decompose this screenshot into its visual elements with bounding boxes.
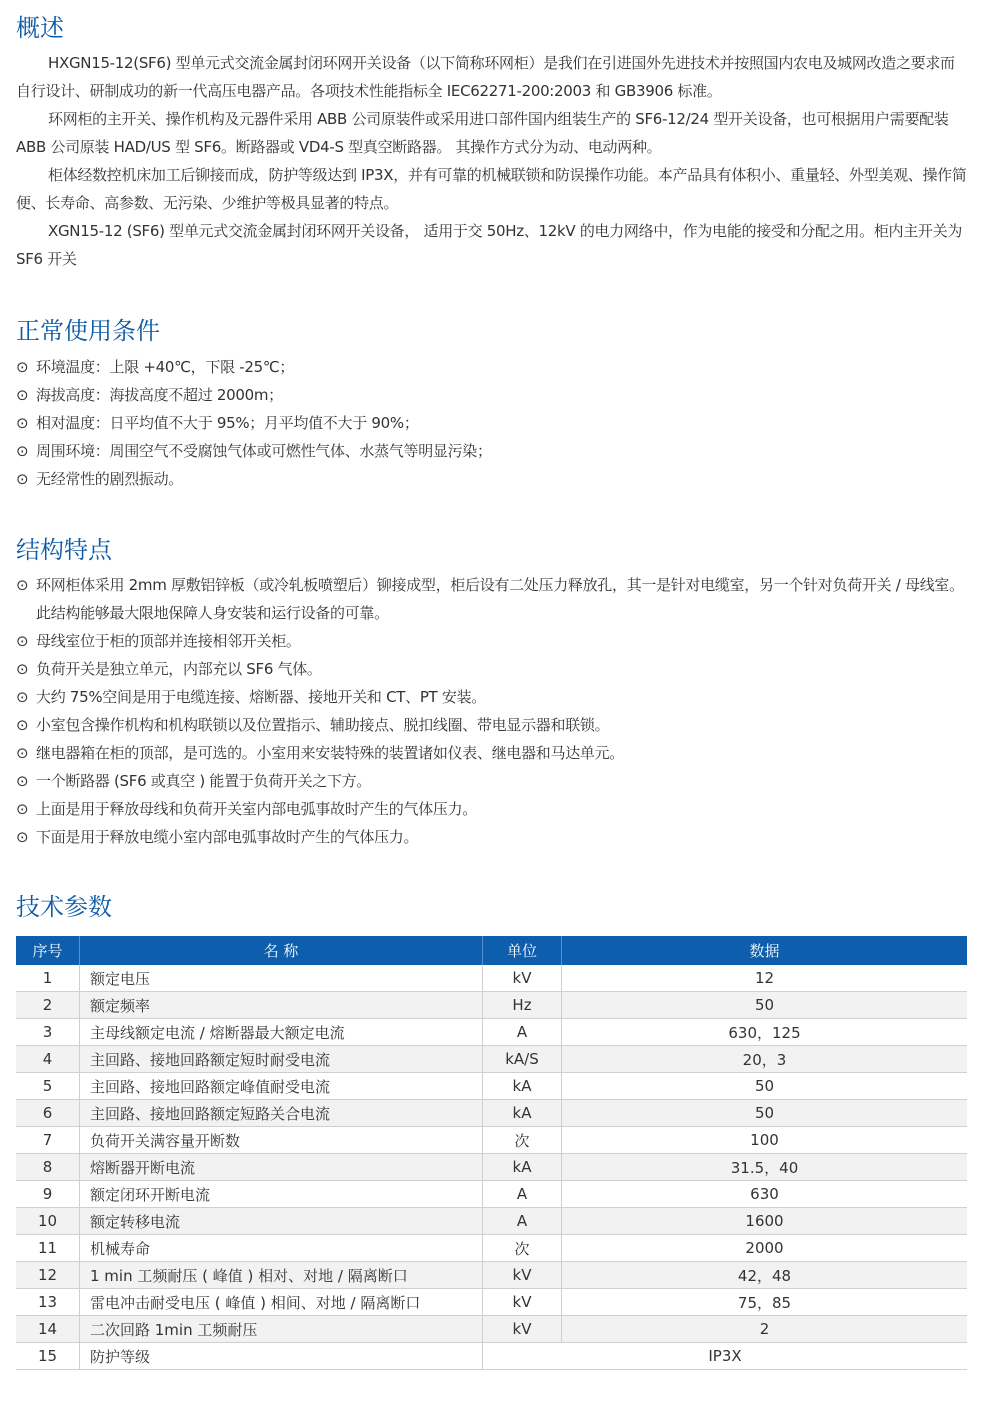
- cell-unit: 次: [483, 1127, 562, 1154]
- list-item: [16, 465, 968, 493]
- bullet-icon: ⊙: [16, 576, 29, 594]
- cell-unit: 次: [483, 1235, 562, 1262]
- cell-data: 1600: [562, 1208, 968, 1235]
- list-item-text: 母线室位于柜的顶部并连接相邻开关柜。: [36, 632, 301, 650]
- table-row: [16, 1208, 967, 1235]
- cell-no: 1: [16, 965, 80, 992]
- cell-no: 3: [16, 1019, 80, 1046]
- bullet-icon: ⊙: [16, 470, 29, 488]
- bullet-icon: ⊙: [16, 716, 29, 734]
- cell-name: 二次回路 1min 工频耐压: [80, 1316, 483, 1343]
- cell-name: 防护等级: [80, 1343, 483, 1370]
- cell-unit: A: [483, 1208, 562, 1235]
- bullet-icon: ⊙: [16, 828, 29, 846]
- cell-data: 50: [562, 992, 968, 1019]
- table-row: [16, 1100, 967, 1127]
- cell-unit: kA: [483, 1100, 562, 1127]
- table-row: [16, 1181, 967, 1208]
- cell-unit: kA: [483, 1073, 562, 1100]
- list-item: [16, 711, 968, 739]
- list-item: [16, 353, 968, 381]
- bullet-icon: ⊙: [16, 660, 29, 678]
- cell-no: 5: [16, 1073, 80, 1100]
- structure-heading: 结构特点: [16, 536, 112, 564]
- col-header-no: 序号: [16, 936, 80, 965]
- list-item-text: 海拔高度：海拔高度不超过 2000m；: [36, 386, 283, 404]
- cell-name: 主回路、接地回路额定峰值耐受电流: [80, 1073, 483, 1100]
- bullet-icon: ⊙: [16, 386, 29, 404]
- cell-unit: kV: [483, 1289, 562, 1316]
- cell-unit: kV: [483, 1262, 562, 1289]
- cell-no: 9: [16, 1181, 80, 1208]
- list-item-text: 环境温度：上限 +40℃，下限 -25℃；: [36, 358, 295, 376]
- list-item: [16, 823, 968, 851]
- list-item-text: 大约 75%空间是用于电缆连接、熔断器、接地开关和 CT、PT 安装。: [36, 688, 486, 706]
- cell-data: 2000: [562, 1235, 968, 1262]
- list-item: [16, 409, 968, 437]
- cell-data: 100: [562, 1127, 968, 1154]
- list-item-text: 上面是用于释放母线和负荷开关室内部电弧事故时产生的气体压力。: [36, 800, 478, 818]
- list-item: [16, 795, 968, 823]
- cell-no: 2: [16, 992, 80, 1019]
- list-item: [16, 739, 968, 767]
- overview-heading: 概述: [16, 14, 64, 42]
- cell-data: 50: [562, 1073, 968, 1100]
- overview-paragraph: HXGN15-12(SF6) 型单元式交流金属封闭环网开关设备（以下简称环网柜）是我们在引进国外先进技术并按照国内农电及城网改造之要求而自行设计、研制成功的新一代高压电器产品。各项技术性能指标全 IEC62271-200:2003 和 GB3906 标准。: [16, 54, 955, 100]
- bullet-icon: ⊙: [16, 632, 29, 650]
- cell-no: 14: [16, 1316, 80, 1343]
- cell-unit: A: [483, 1181, 562, 1208]
- list-item: [16, 655, 968, 683]
- cell-unit: kA/S: [483, 1046, 562, 1073]
- cell-unit: Hz: [483, 992, 562, 1019]
- overview-paragraph: XGN15-12 (SF6) 型单元式交流金属封闭环网开关设备， 适用于交 50Hz、12kV 的电力网络中，作为电能的接受和分配之用。柜内主开关为 SF6 开关: [16, 222, 963, 268]
- cell-data: 50: [562, 1100, 968, 1127]
- overview-text: [16, 49, 968, 273]
- cell-data: 42，48: [562, 1262, 968, 1289]
- cell-unit: kV: [483, 965, 562, 992]
- cell-data: 75，85: [562, 1289, 968, 1316]
- list-item-text: 下面是用于释放电缆小室内部电弧事故时产生的气体压力。: [36, 828, 419, 846]
- cell-no: 15: [16, 1343, 80, 1370]
- bullet-icon: ⊙: [16, 688, 29, 706]
- list-item: [16, 627, 968, 655]
- params-table: [16, 936, 967, 1370]
- cell-name: 主母线额定电流 / 熔断器最大额定电流: [80, 1019, 483, 1046]
- overview-paragraph: 环网柜的主开关、操作机构及元器件采用 ABB 公司原装件或采用进口部件国内组装生产的 SF6-12/24 型开关设备，也可根据用户需要配装 ABB 公司原装 HAD/US 型 SF6。断路器或 VD4-S 型真空断路器。 其操作方式分为动、电动两种。: [16, 110, 949, 156]
- bullet-icon: ⊙: [16, 772, 29, 790]
- cell-no: 4: [16, 1046, 80, 1073]
- cell-name: 主回路、接地回路额定短时耐受电流: [80, 1046, 483, 1073]
- list-item-text: 小室包含操作机构和机构联锁以及位置指示、辅助接点、脱扣线圈、带电显示器和联锁。: [36, 716, 610, 734]
- list-item-text: 无经常性的剧烈振动。: [36, 470, 184, 488]
- col-header-name: 名 称: [80, 936, 483, 965]
- table-row: [16, 1073, 967, 1100]
- cell-no: 7: [16, 1127, 80, 1154]
- cell-no: 10: [16, 1208, 80, 1235]
- cell-name: 额定电压: [80, 965, 483, 992]
- cell-name: 1 min 工频耐压 ( 峰值 ) 相对、对地 / 隔离断口: [80, 1262, 483, 1289]
- conditions-list: [16, 353, 968, 493]
- table-row: [16, 1262, 967, 1289]
- cell-no: 6: [16, 1100, 80, 1127]
- table-row: [16, 1343, 967, 1370]
- cell-name: 额定闭环开断电流: [80, 1181, 483, 1208]
- list-item-text: 周围环境：周围空气不受腐蚀气体或可燃性气体、水蒸气等明显污染；: [36, 442, 492, 460]
- list-item: [16, 767, 968, 795]
- cell-name: 负荷开关满容量开断数: [80, 1127, 483, 1154]
- cell-no: 11: [16, 1235, 80, 1262]
- params-heading: 技术参数: [16, 893, 112, 921]
- bullet-icon: ⊙: [16, 800, 29, 818]
- overview-paragraph: 柜体经数控机床加工后铆接而成，防护等级达到 IP3X，并有可靠的机械联锁和防误操作功能。本产品具有体积小、重量轻、外型美观、操作简便、长寿命、高参数、无污染、少维护等极具显著的特点。: [16, 166, 967, 212]
- table-row: [16, 965, 967, 992]
- list-item: [16, 571, 968, 627]
- bullet-icon: ⊙: [16, 744, 29, 762]
- list-item: [16, 683, 968, 711]
- cell-data: 630: [562, 1181, 968, 1208]
- cell-name: 额定频率: [80, 992, 483, 1019]
- cell-name: 熔断器开断电流: [80, 1154, 483, 1181]
- list-item-text: 继电器箱在柜的顶部，是可选的。小室用来安装特殊的装置诸如仪表、继电器和马达单元。: [36, 744, 625, 762]
- col-header-data: 数据: [562, 936, 968, 965]
- bullet-icon: ⊙: [16, 414, 29, 432]
- cell-name: 雷电冲击耐受电压 ( 峰值 ) 相间、对地 / 隔离断口: [80, 1289, 483, 1316]
- cell-unit: kV: [483, 1316, 562, 1343]
- cell-unit: kA: [483, 1154, 562, 1181]
- bullet-icon: ⊙: [16, 442, 29, 460]
- list-item-text: 环网柜体采用 2mm 厚敷铝锌板（或冷轧板喷塑后）铆接成型，柜后设有二处压力释放孔，其一是针对电缆室，另一个针对负荷开关 / 母线室。此结构能够最大限地保障人身安装和运行设备的可靠。: [36, 576, 964, 622]
- table-row: [16, 1046, 967, 1073]
- cell-data: 20，3: [562, 1046, 968, 1073]
- list-item: [16, 381, 968, 409]
- structure-list: [16, 571, 968, 851]
- table-row: [16, 1289, 967, 1316]
- table-row: [16, 1019, 967, 1046]
- cell-no: 12: [16, 1262, 80, 1289]
- bullet-icon: ⊙: [16, 358, 29, 376]
- table-row: [16, 992, 967, 1019]
- cell-data: 12: [562, 965, 968, 992]
- list-item-text: 负荷开关是独立单元，内部充以 SF6 气体。: [36, 660, 322, 678]
- cell-data: 2: [562, 1316, 968, 1343]
- table-row: [16, 1154, 967, 1181]
- cell-data: 630，125: [562, 1019, 968, 1046]
- list-item-text: 相对温度：日平均值不大于 95%；月平均值不大于 90%；: [36, 414, 419, 432]
- cell-name: 机械寿命: [80, 1235, 483, 1262]
- cell-no: 8: [16, 1154, 80, 1181]
- cell-data: IP3X: [483, 1343, 968, 1370]
- cell-unit: A: [483, 1019, 562, 1046]
- list-item: [16, 437, 968, 465]
- table-row: [16, 1127, 967, 1154]
- col-header-unit: 单位: [483, 936, 562, 965]
- cell-name: 主回路、接地回路额定短路关合电流: [80, 1100, 483, 1127]
- list-item-text: 一个断路器 (SF6 或真空 ) 能置于负荷开关之下方。: [36, 772, 372, 790]
- cell-data: 31.5，40: [562, 1154, 968, 1181]
- cell-name: 额定转移电流: [80, 1208, 483, 1235]
- cell-no: 13: [16, 1289, 80, 1316]
- conditions-heading: 正常使用条件: [16, 317, 160, 345]
- table-row: [16, 1316, 967, 1343]
- table-row: [16, 1235, 967, 1262]
